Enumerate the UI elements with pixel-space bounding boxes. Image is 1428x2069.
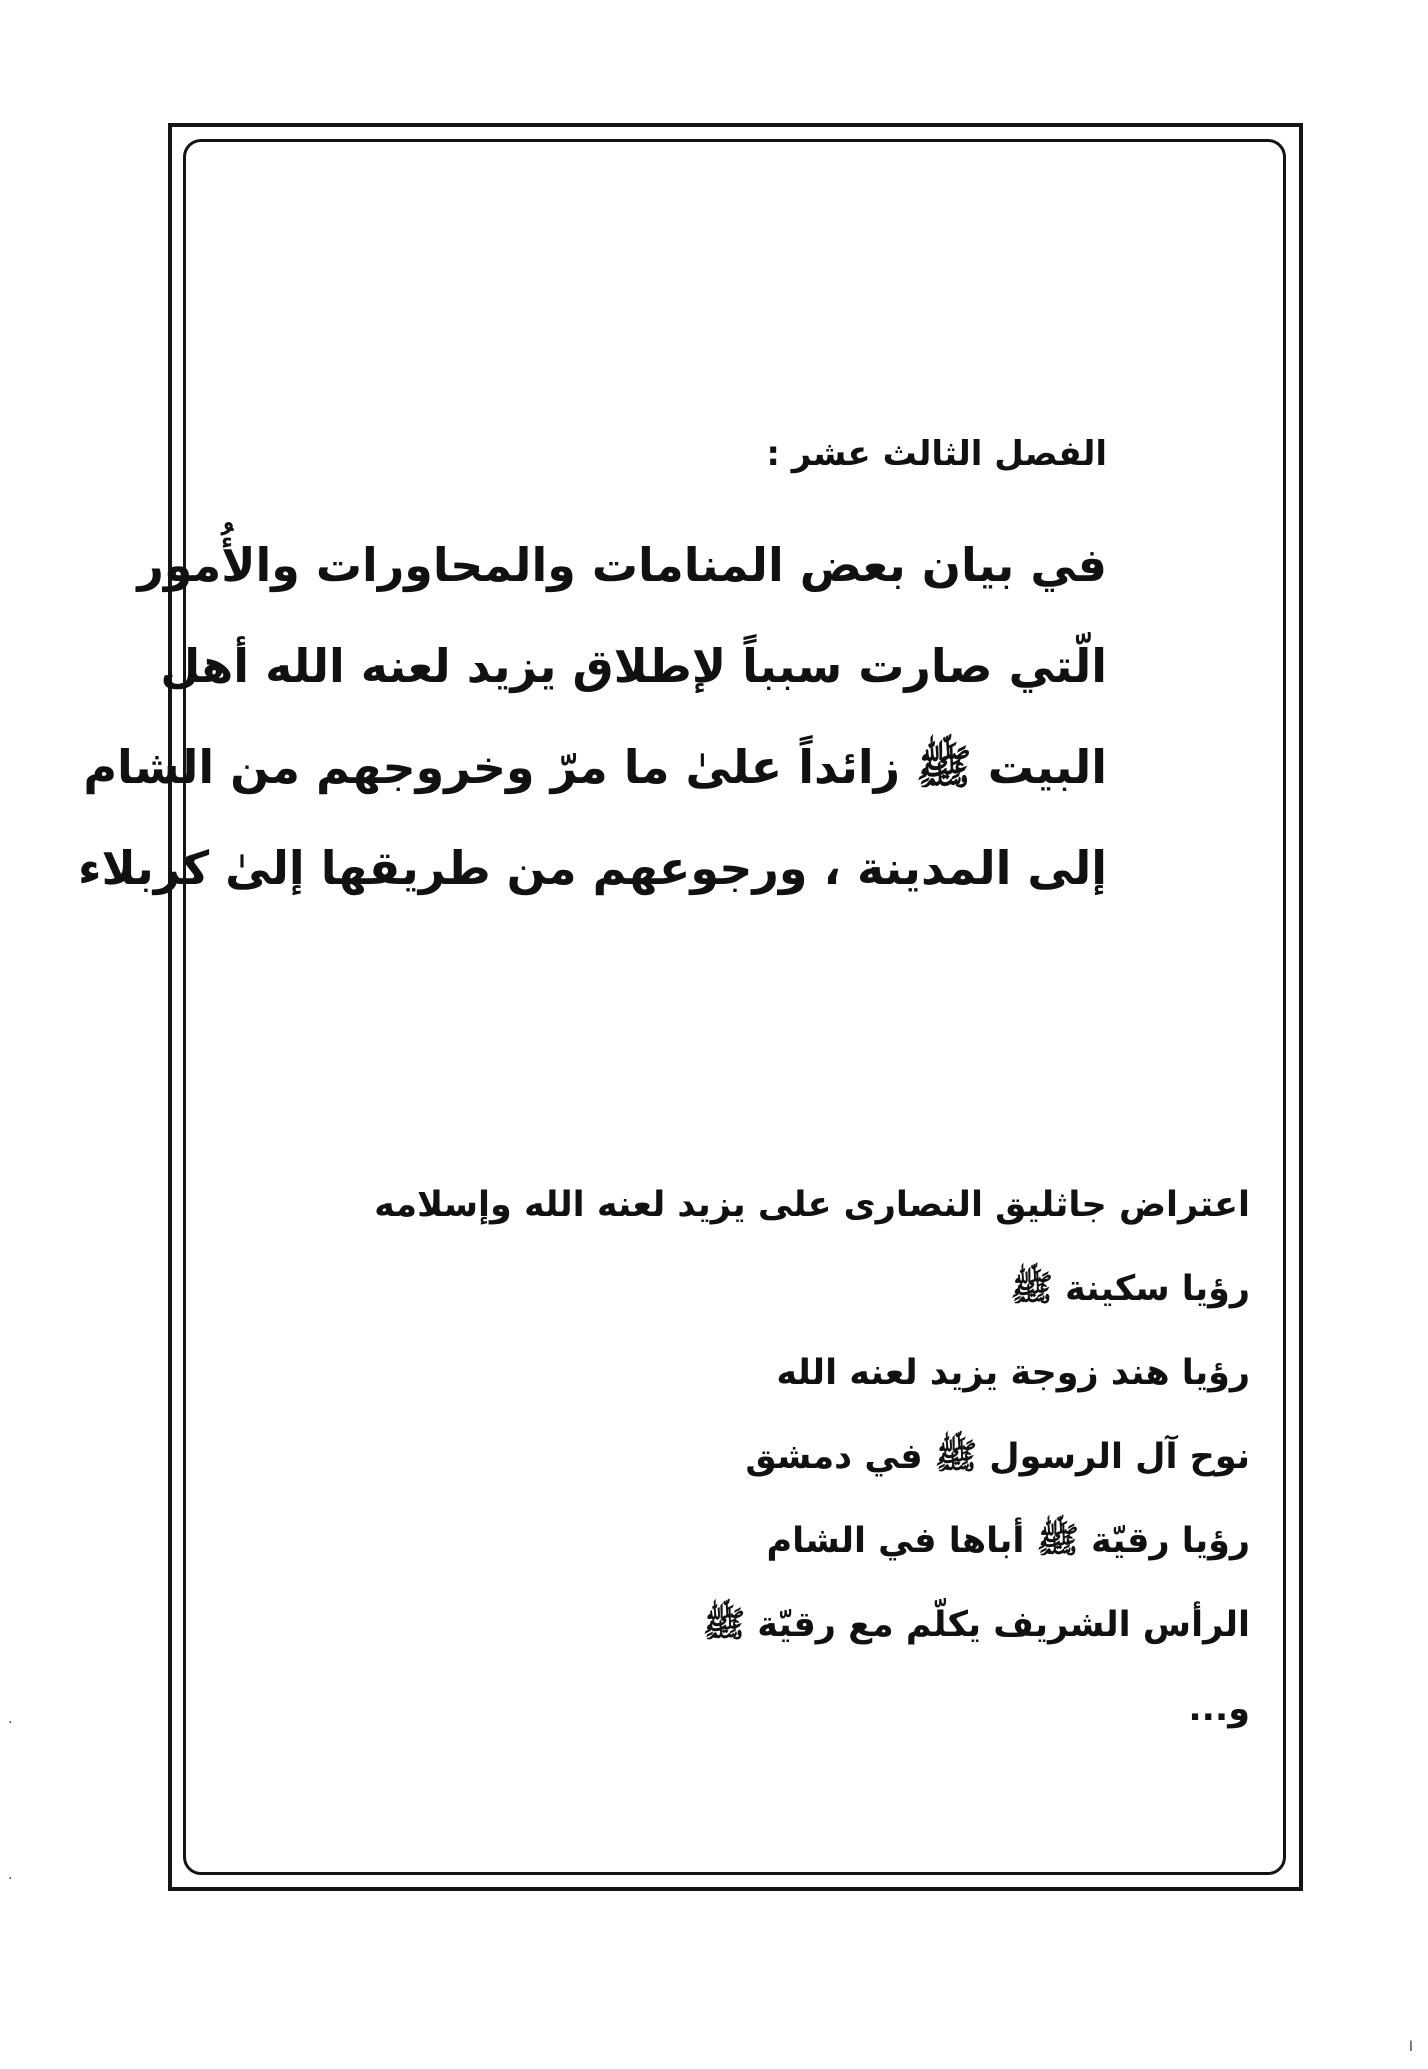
topic-item: رؤيا هند زوجة يزيد لعنه الله <box>776 1353 1250 1393</box>
scan-speck: ا <box>1409 2039 1413 2055</box>
topic-item: نوح آل الرسول ﷺ في دمشق <box>745 1437 1250 1477</box>
scan-speck: · <box>8 1871 13 1887</box>
topic-item: اعتراض جاثليق النصارى على يزيد لعنه الله وإسلامه <box>374 1185 1250 1225</box>
chapter-title-line: في بيان بعض المنامات والمحاورات والأُمور <box>137 538 1107 592</box>
topic-item: رؤيا سكينة ﷺ <box>1010 1269 1250 1309</box>
chapter-title-line: البيت ﷺ زائداً علىٰ ما مرّ وخروجهم من الشام <box>83 740 1107 794</box>
chapter-label: الفصل الثالث عشر : <box>766 434 1107 474</box>
chapter-title-line: الّتي صارت سبباً لإطلاق يزيد لعنه الله أهل <box>160 639 1107 693</box>
chapter-title <box>78 515 1107 919</box>
topic-item: و... <box>1188 1689 1250 1729</box>
topic-item: رؤيا رقيّة ﷺ أباها في الشام <box>766 1521 1250 1561</box>
scan-speck: · <box>8 1715 13 1731</box>
topics-list <box>374 1163 1250 1751</box>
topic-item: الرأس الشريف يكلّم مع رقيّة ﷺ <box>702 1605 1250 1645</box>
chapter-title-line: إلى المدينة ، ورجوعهم من طريقها إلىٰ كربلاء <box>78 841 1107 895</box>
